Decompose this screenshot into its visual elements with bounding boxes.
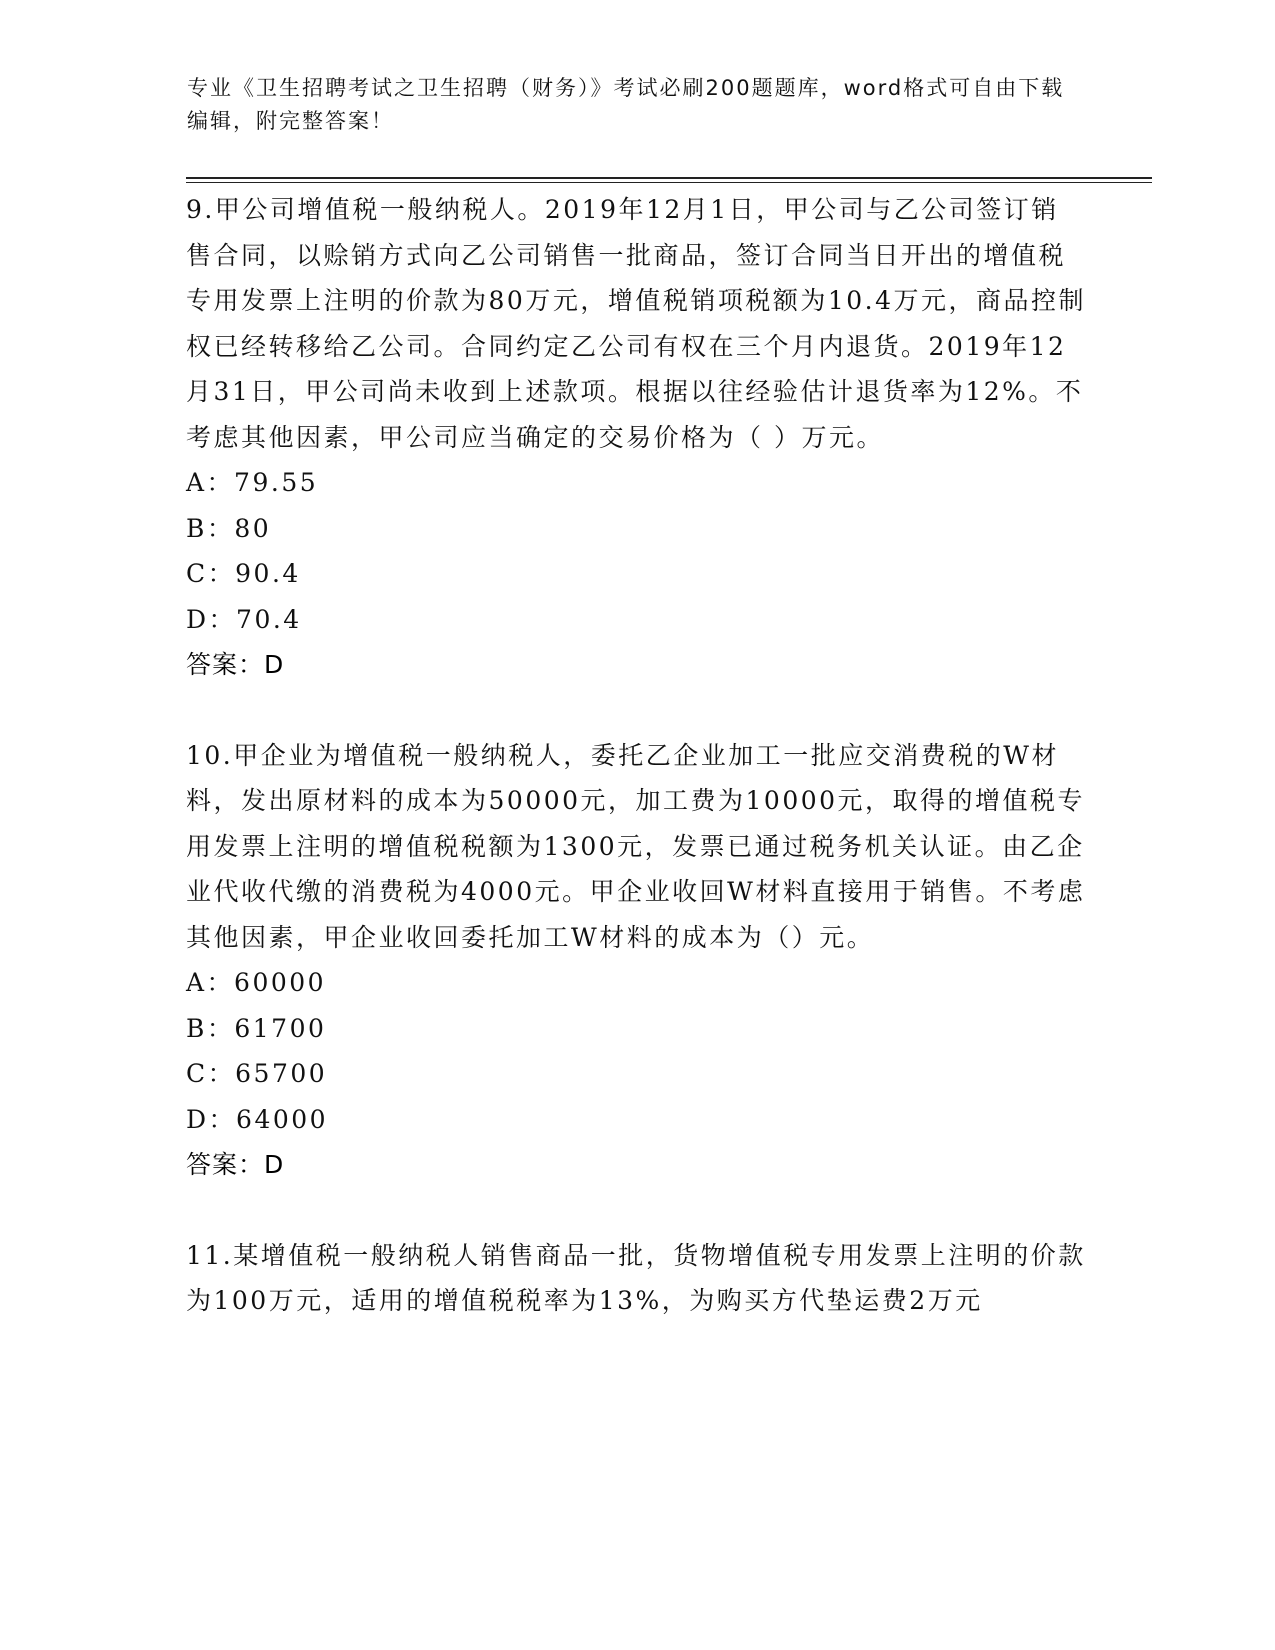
- document-header: 专业《卫生招聘考试之卫生招聘（财务）》考试必刷200题题库，word格式可自由下载编辑，附完整答案！: [187, 76, 1065, 133]
- header-divider-thick: [186, 177, 1152, 179]
- option-a: A：79.55: [186, 468, 319, 497]
- answer-line: 答案：D: [186, 650, 285, 679]
- question-text: 11.某增值税一般纳税人销售商品一批，货物增值税专用发票上注明的价款为100万元，适用的增值税税率为13%，为购买方代垫运费2万元: [186, 1240, 1086, 1315]
- question-list: [186, 187, 1086, 1324]
- answer-line: 答案：D: [186, 1150, 285, 1179]
- spacer: [186, 1188, 1086, 1233]
- question-9: [186, 187, 1086, 688]
- spacer: [186, 688, 1086, 733]
- question-text: 10.甲企业为增值税一般纳税人，委托乙企业加工一批应交消费税的W材料，发出原材料的成本为50000元，加工费为10000元，取得的增值税专用发票上注明的增值税税额为1300元，发票已通过税务机关认证。由乙企业代收代缴的消费税为4000元。甲企业收回W材料直接用于销售。不考虑其他因素，甲企业收回委托加工W材料的成本为（）元。: [186, 740, 1086, 952]
- option-b: B：61700: [186, 1013, 327, 1043]
- option-a: A：60000: [186, 968, 327, 997]
- option-c: C：90.4: [186, 559, 301, 588]
- question-11: [186, 1233, 1086, 1324]
- option-c: C：65700: [186, 1059, 328, 1088]
- option-b: B：80: [186, 513, 272, 543]
- header-divider-thin: [186, 182, 1152, 183]
- question-text: 9.甲公司增值税一般纳税人。2019年12月1日，甲公司与乙公司签订销售合同，以赊销方式向乙公司销售一批商品，签订合同当日开出的增值税专用发票上注明的价款为80万元，增值税销项税额为10.4万元，商品控制权已经转移给乙公司。合同约定乙公司有权在三个月内退货。2019年12月31日，甲公司尚未收到上述款项。根据以往经验估计退货率为12%。不考虑其他因素，甲公司应当确定的交易价格为（ ）万元。: [186, 195, 1086, 452]
- question-10: [186, 733, 1086, 1188]
- option-d: D：70.4: [186, 604, 302, 634]
- option-d: D：64000: [186, 1104, 329, 1134]
